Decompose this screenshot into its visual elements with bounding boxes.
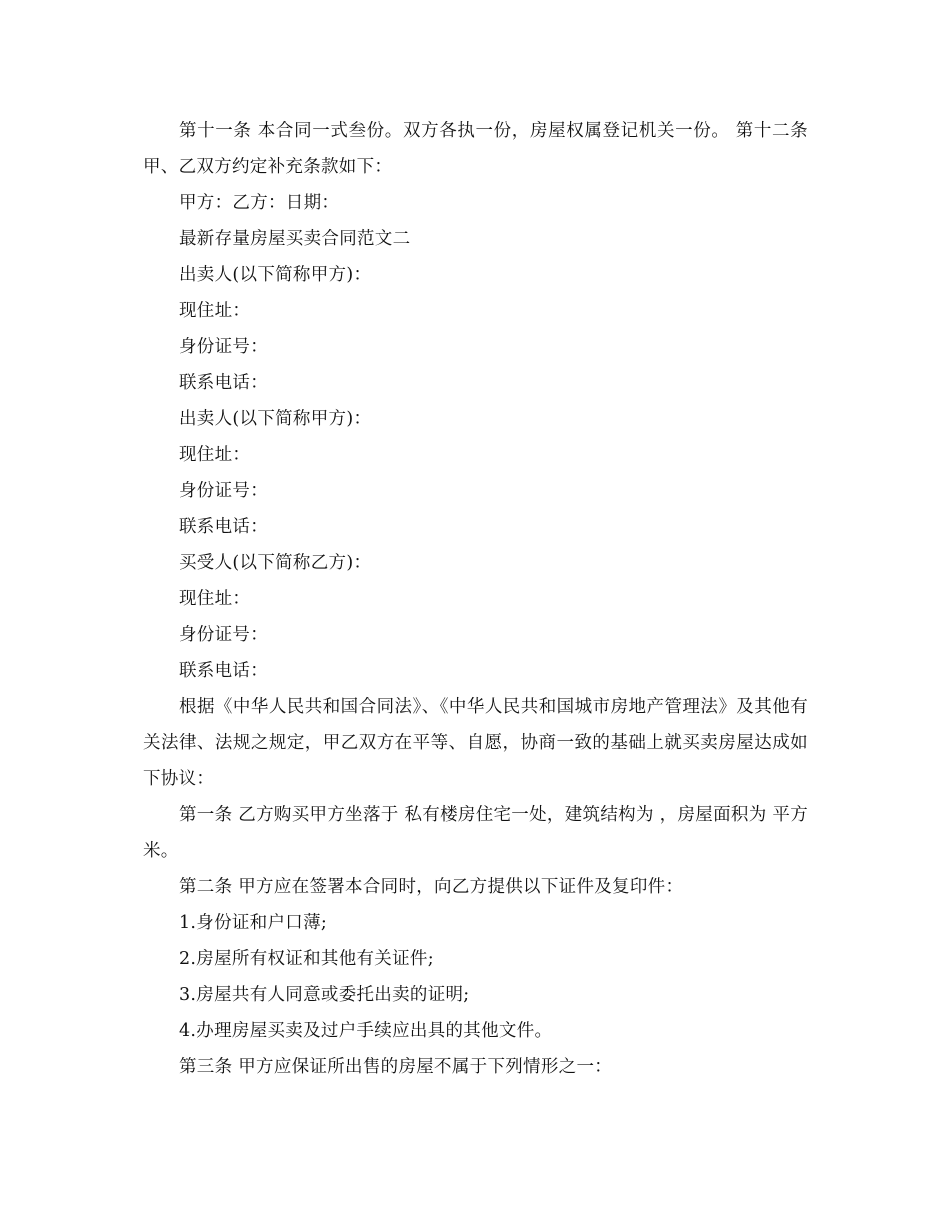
paragraph-article-2: 第二条 甲方应在签署本合同时，向乙方提供以下证件及复印件： [179, 877, 684, 897]
paragraph-seller2-phone: 联系电话： [179, 517, 268, 537]
document-body [143, 113, 814, 1085]
paragraph-seller2-label: 出卖人(以下简称甲方)： [179, 409, 372, 429]
paragraph-seller-address: 现住址： [179, 301, 251, 321]
paragraph-article-3: 第三条 甲方应保证所出售的房屋不属于下列情形之一： [179, 1057, 613, 1077]
paragraph-item-2: 2.房屋所有权证和其他有关证件; [179, 949, 434, 969]
paragraph-item-3: 3.房屋共有人同意或委托出卖的证明; [179, 985, 470, 1005]
paragraph-buyer-label: 买受人(以下简称乙方)： [179, 553, 372, 573]
paragraph-seller-label: 出卖人(以下简称甲方)： [179, 265, 372, 285]
paragraph-seller-id: 身份证号： [179, 337, 268, 357]
paragraph-item-1: 1.身份证和户口薄; [179, 913, 328, 933]
paragraph-article-1: 第一条 乙方购买甲方坐落于 私有楼房住宅一处，建筑结构为 ，房屋面积为 平方米。 [143, 805, 808, 861]
paragraph-article-11: 第十一条 本合同一式叁份。双方各执一份，房屋权属登记机关一份。 第十二条 甲、乙双方约定补充条款如下： [143, 121, 814, 177]
paragraph-item-4: 4.办理房屋买卖及过户手续应出具的其他文件。 [179, 1021, 553, 1041]
paragraph-seller2-address: 现住址： [179, 445, 251, 465]
paragraph-seller-phone: 联系电话： [179, 373, 268, 393]
paragraph-section-title: 最新存量房屋买卖合同范文二 [179, 229, 411, 249]
paragraph-seller2-id: 身份证号： [179, 481, 268, 501]
paragraph-buyer-id: 身份证号： [179, 625, 268, 645]
paragraph-signature-line: 甲方：乙方：日期： [179, 193, 340, 213]
paragraph-buyer-phone: 联系电话： [179, 661, 268, 681]
paragraph-preamble: 根据《中华人民共和国合同法》、《中华人民共和国城市房地产管理法》及其他有关法律、法规之规定，甲乙双方在平等、自愿，协商一致的基础上就买卖房屋达成如下协议： [143, 697, 808, 789]
paragraph-buyer-address: 现住址： [179, 589, 251, 609]
